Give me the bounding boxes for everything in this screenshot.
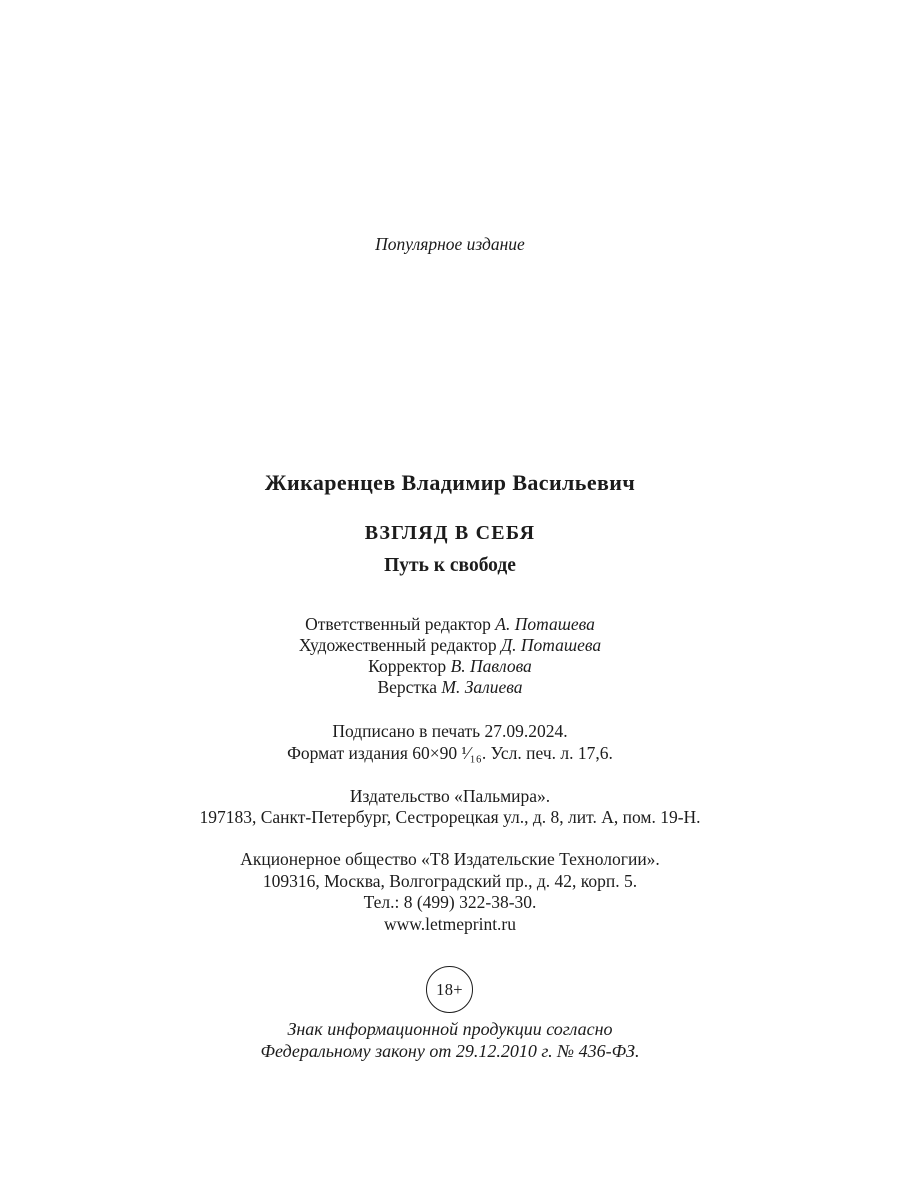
staff-person: Д. Поташева — [501, 635, 602, 655]
staff-role: Ответственный редактор — [305, 614, 491, 634]
printing-company-address-line: 109316, Москва, Волгоградский пр., д. 42, корп. 5. — [262, 870, 638, 891]
author-name: Жикаренцев Владимир Васильевич — [264, 470, 636, 495]
publisher-address-line: 197183, Санкт-Петербург, Сестрорецкая ул., д. 8, лит. А, пом. 19-Н. — [199, 807, 701, 827]
age-note-line-1: Знак информационной продукции согласно — [287, 1019, 613, 1039]
staff-role: Художественный редактор — [298, 635, 497, 655]
printing-company-info — [0, 849, 900, 935]
staff-credits — [0, 614, 900, 698]
book-subtitle: Путь к свободе — [384, 555, 516, 576]
publisher-name-line: Издательство «Пальмира». — [349, 786, 551, 806]
printing-company-website: www.letmeprint.ru — [383, 913, 517, 934]
book-title: ВЗГЛЯД В СЕБЯ — [364, 522, 536, 544]
staff-person: М. Залиева — [441, 677, 523, 697]
publisher-info — [0, 786, 900, 828]
print-info — [0, 721, 900, 764]
printing-company-name-line: Акционерное общество «Т8 Издательские Технологии». — [240, 849, 660, 869]
staff-role: Верстка — [377, 677, 438, 697]
staff-person: В. Павлова — [450, 656, 532, 676]
printing-company-phone-line: Тел.: 8 (499) 322-38-30. — [363, 892, 537, 912]
staff-line-proofreader — [0, 656, 900, 677]
print-date-line: Подписано в печать 27.09.2024. — [332, 721, 568, 741]
age-note-line-2: Федеральному закону от 29.12.2010 г. № 436-ФЗ. — [260, 1041, 640, 1061]
staff-person: А. Поташева — [495, 614, 595, 634]
staff-line-layout — [0, 677, 900, 698]
print-format-line: Формат издания 60×90 ¹⁄₁₆. Усл. печ. л. 17,6. — [287, 742, 613, 763]
staff-line-art-editor — [0, 635, 900, 656]
staff-role: Корректор — [368, 656, 447, 676]
staff-line-responsible-editor — [0, 614, 900, 635]
age-rating-note — [0, 1018, 900, 1062]
edition-note: Популярное издание — [375, 234, 525, 254]
age-rating-badge: 18+ — [426, 966, 473, 1013]
